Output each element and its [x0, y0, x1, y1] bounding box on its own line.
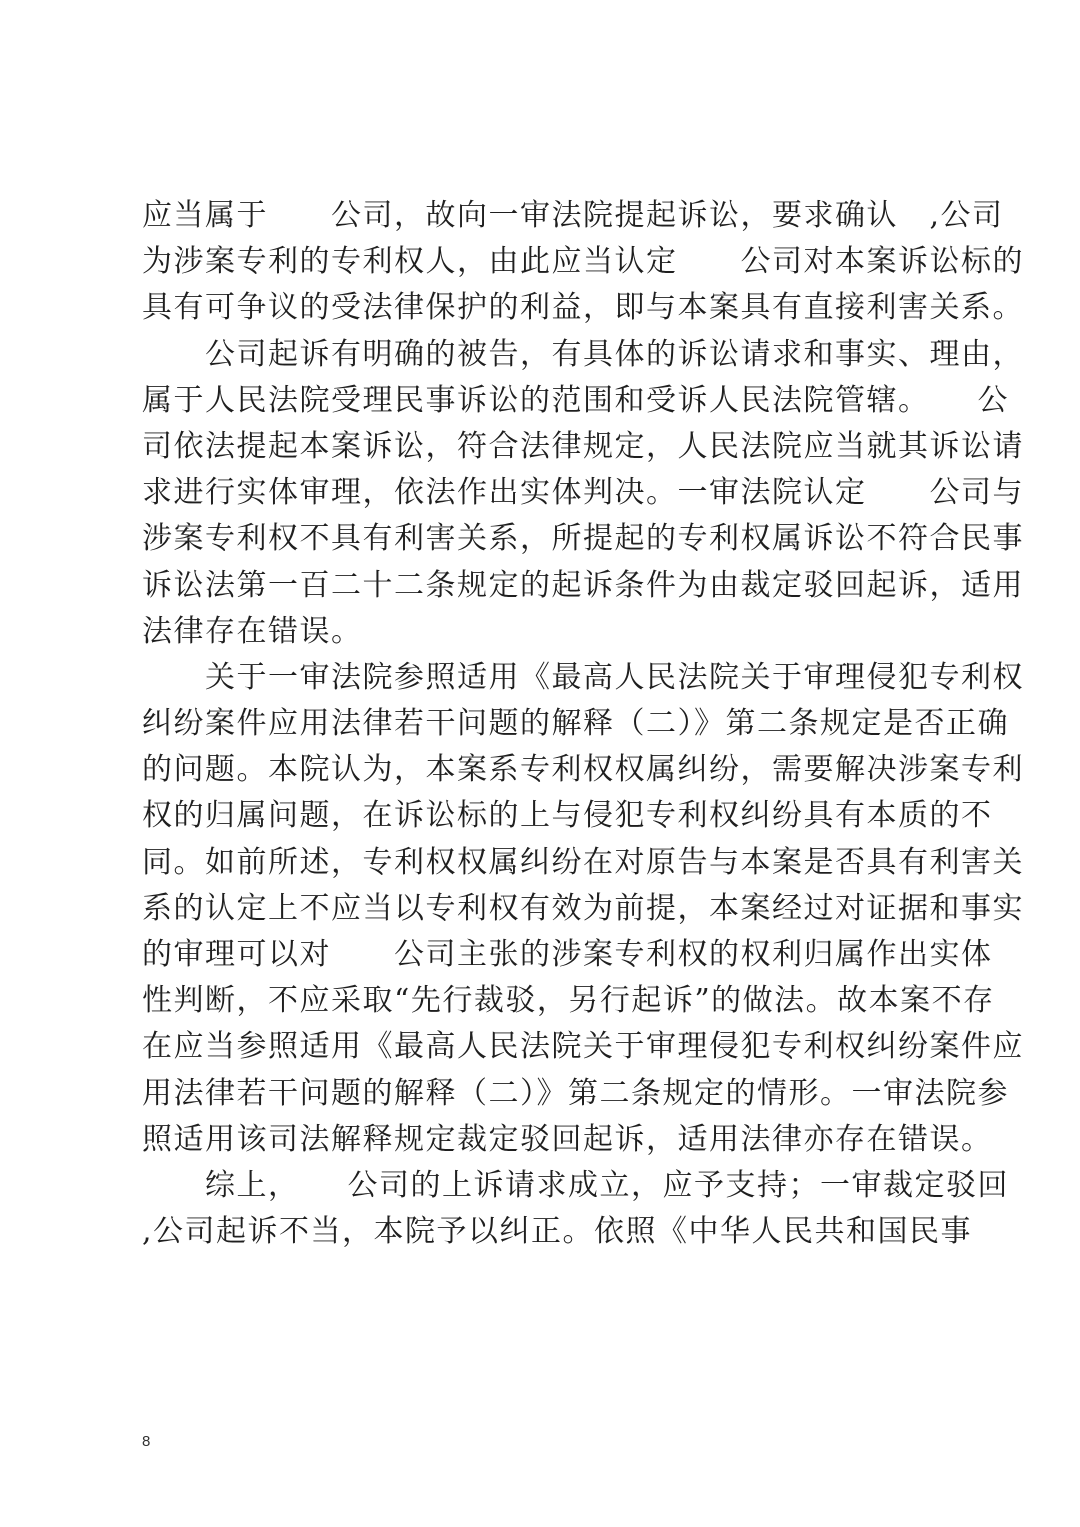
text-line: 求进行实体审理，依法作出实体判决。一审法院认定 公司与: [142, 475, 1024, 511]
text-line: 同。如前所述，专利权权属纠纷在对原告与本案是否具有利害关: [142, 844, 1024, 880]
text-line: 关于一审法院参照适用《最高人民法院关于审理侵犯专利权: [142, 659, 1024, 695]
text-line: 性判断，不应采取“先行裁驳，另行起诉”的做法。故本案不存: [142, 983, 995, 1019]
text-line: 为涉案专利的专利权人，由此应当认定 公司对本案诉讼标的: [142, 244, 1024, 280]
text-line: 法律存在错误。: [142, 613, 363, 649]
text-line: 具有可争议的受法律保护的利益，即与本案具有直接利害关系。: [142, 290, 1024, 326]
text-line: 照适用该司法解释规定裁定驳回起诉，适用法律亦存在错误。: [142, 1121, 993, 1157]
text-line: 用法律若干问题的解释（二）》第二条规定的情形。一审法院参: [142, 1075, 1009, 1111]
judgment-body-text: [142, 193, 1024, 1255]
text-line: 纠纷案件应用法律若干问题的解释（二）》第二条规定是否正确: [142, 706, 1009, 742]
text-line: 在应当参照适用《最高人民法院关于审理侵犯专利权纠纷案件应: [142, 1029, 1024, 1065]
text-line: 权的归属问题，在诉讼标的上与侵犯专利权纠纷具有本质的不: [142, 798, 993, 834]
page-number: 8: [142, 1433, 151, 1450]
text-line: 属于人民法院受理民事诉讼的范围和受诉人民法院管辖。 公: [142, 382, 1009, 418]
text-line: 应当属于 公司，故向一审法院提起诉讼，要求确认 ,公司: [142, 198, 1004, 233]
text-line: 公司起诉有明确的被告，有具体的诉讼请求和事实、理由，: [142, 336, 1024, 372]
text-line: 的审理可以对 公司主张的涉案专利权的权利归属作出实体: [142, 937, 993, 972]
text-line: 综上， 公司的上诉请求成立，应予支持；一审裁定驳回: [142, 1167, 1009, 1203]
text-line: 诉讼法第一百二十二条规定的起诉条件为由裁定驳回起诉，适用: [142, 567, 1024, 603]
text-line: 涉案专利权不具有利害关系，所提起的专利权属诉讼不符合民事: [142, 521, 1024, 557]
text-line: 系的认定上不应当以专利权有效为前提，本案经过对证据和事实: [142, 890, 1024, 926]
text-line: 司依法提起本案诉讼，符合法律规定，人民法院应当就其诉讼请: [142, 428, 1024, 464]
text-line: 的问题。本院认为，本案系专利权权属纠纷，需要解决涉案专利: [142, 752, 1024, 788]
text-line: ,公司起诉不当，本院予以纠正。依照《中华人民共和国民事: [142, 1214, 973, 1250]
